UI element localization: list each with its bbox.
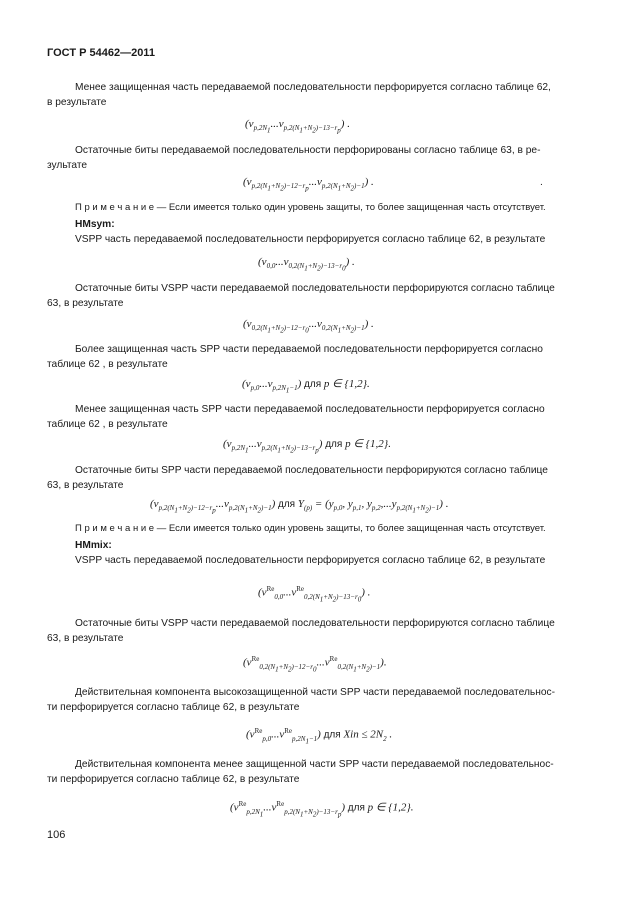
formula: $(v^{Re}_{0,2(N_1+N_2)-12-r_0}...v^{Re}_{0,2(N_1+N_2)-1})$.: [243, 655, 387, 674]
page-number: 106: [47, 829, 66, 841]
paragraph-line: VSPP часть передаваемой последовательности перфорируется согласно таблице 62, в результате: [75, 555, 546, 566]
paragraph-line: ти перфорируется согласно таблице 62, в результате: [47, 774, 300, 785]
paragraph-line: Более защищенная часть SPP части передаваемой последовательности перфорируется согласно: [75, 344, 543, 355]
paragraph-line: 63, в результате: [47, 633, 124, 644]
stray-period: .: [540, 177, 543, 188]
formula: $(v^{Re}_{0,0}...v^{Re}_{0,2(N_1+N_2)-13-r_0})$ .: [258, 585, 371, 604]
note-line: П р и м е ч а н и е — Если имеется только один уровень защиты, то более защищенная часть отсутствует.: [75, 523, 546, 534]
section-title-hmsym: HMsym:: [75, 219, 115, 230]
paragraph-line: Остаточные биты VSPP части передаваемой последовательности перфорируются согласно таблице: [75, 618, 555, 629]
paragraph-line: Действительная компонента менее защищенной части SPP части передаваемой последовательнос-: [75, 759, 554, 770]
paragraph-line: в результате: [47, 97, 107, 108]
formula: $(v^{Re}_{p,0}...v^{Re}_{p,2N_1-1})$ для Xin ≤ $2N_2$ .: [246, 727, 393, 746]
formula: $(v_{0,0}...v_{0,2(N_1+N_2)-13-r_0})$ .: [258, 256, 355, 273]
paragraph-line: 63, в результате: [47, 480, 124, 491]
paragraph-line: Остаточные биты VSPP части передаваемой последовательности перфорируются согласно таблице: [75, 283, 555, 294]
paragraph-line: VSPP часть передаваемой последовательности перфорируется согласно таблице 62, в результате: [75, 234, 546, 245]
formula: $(v_{p,2N_1}...v_{p,2(N_1+N_2)-13-r_p})$ .: [245, 118, 350, 135]
document-header: ГОСТ Р 54462—2011: [47, 47, 155, 59]
paragraph-line: ти перфорируется согласно таблице 62, в результате: [47, 702, 300, 713]
formula: $(v_{p,0}...v_{p,2N_1-1})$ для p ∈ {1,2}.: [242, 378, 370, 395]
paragraph-line: Менее защищенная часть SPP части передаваемой последовательности перфорируется согласно: [75, 404, 545, 415]
formula: $(v_{0,2(N_1+N_2)-12-r_0}...v_{0,2(N_1+N_2)-1})$ .: [243, 318, 374, 335]
formula: $(v_{p,2N_1}...v_{p,2(N_1+N_2)-13-r_p})$ для p ∈ {1,2}.: [223, 438, 391, 455]
paragraph-line: Остаточные биты SPP части передаваемой последовательности перфорируются согласно таблице: [75, 465, 548, 476]
formula: $(v_{p,2(N_1+N_2)-12-r_p}...v_{p,2(N_1+N_2)-1})$ .: [243, 176, 374, 193]
paragraph-line: Остаточные биты передаваемой последовательности перфорированы согласно таблице 63, в ре-: [75, 145, 541, 156]
section-title-hmmix: HMmix:: [75, 540, 112, 551]
paragraph-line: 63, в результате: [47, 298, 124, 309]
paragraph-line: Менее защищенная часть передаваемой последовательности перфорируется согласно таблице 62,: [75, 82, 551, 93]
note-line: П р и м е ч а н и е — Если имеется только один уровень защиты, то более защищенная часть отсутствует.: [75, 202, 546, 213]
formula: $(v^{Re}_{p,2N_1}...v^{Re}_{p,2(N_1+N_2)-13-r_p})$ для p ∈ {1,2}.: [230, 800, 414, 819]
paragraph-line: Действительная компонента высокозащищенной части SPP части передаваемой последовательнос-: [75, 687, 555, 698]
paragraph-line: таблице 62 , в результате: [47, 419, 168, 430]
paragraph-line: таблице 62 , в результате: [47, 359, 168, 370]
paragraph-line: зультате: [47, 160, 88, 171]
formula: $(v_{p,2(N_1+N_2)-12-r_p}...v_{p,2(N_1+N_2)-1})$ для $Y_{(p)} = (y_{p,0}$, $y_{p,1}$, $y_{p,2},...y_{p,2(N_1+N_2)-1}$) .: [150, 498, 449, 515]
